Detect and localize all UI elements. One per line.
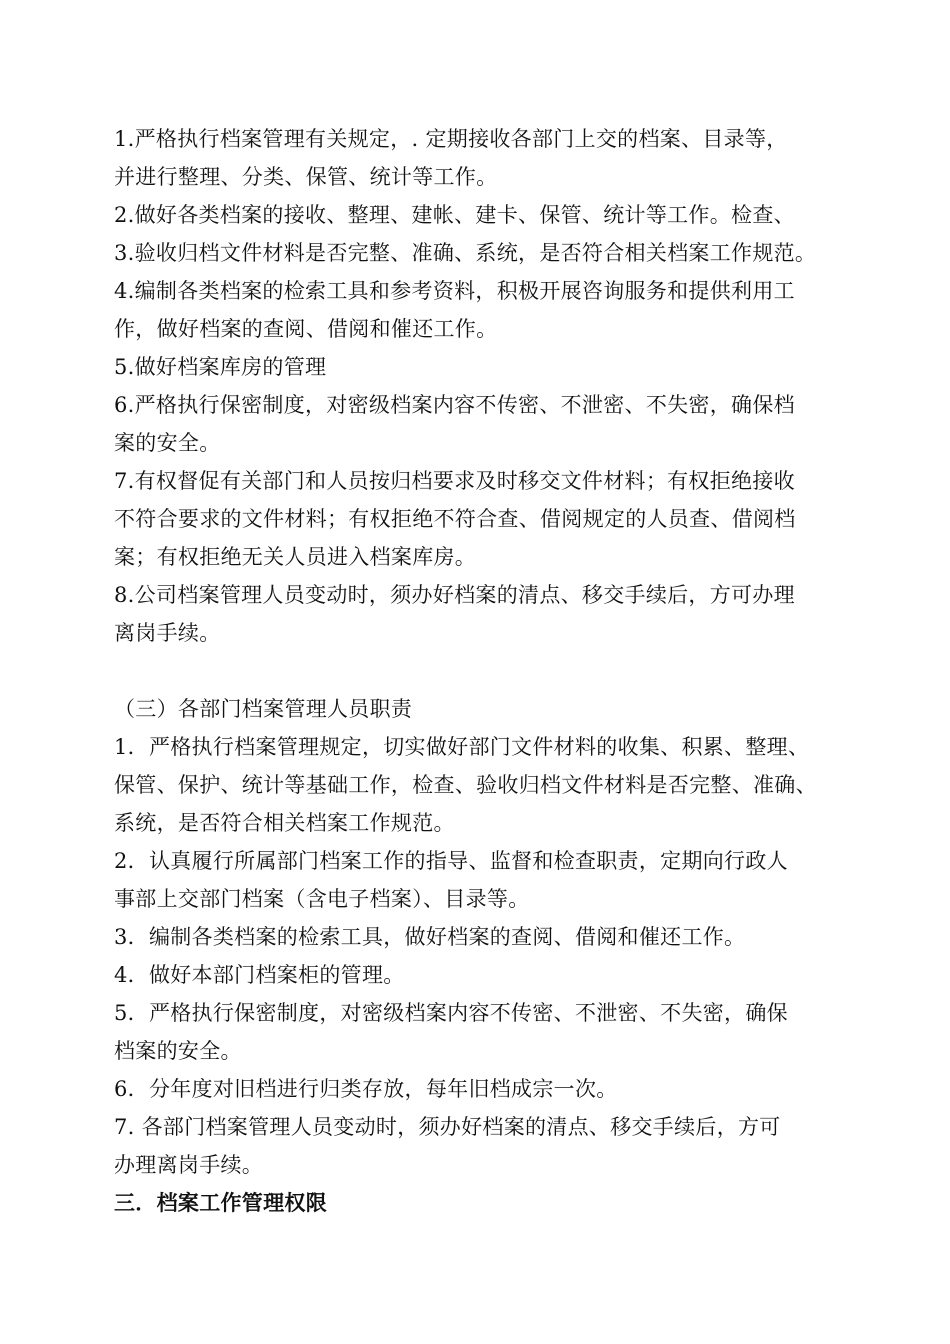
subsection-heading: （三）各部门档案管理人员职责	[114, 697, 413, 721]
paragraph-line: 档案的安全。	[114, 1039, 242, 1063]
paragraph-line: 并进行整理、分类、保管、统计等工作。	[114, 165, 498, 189]
paragraph-line: 不符合要求的文件材料；有权拒绝不符合查、借阅规定的人员查、借阅档	[114, 507, 796, 531]
paragraph-line: 4．做好本部门档案柜的管理。	[114, 963, 405, 987]
paragraph-line: 6.严格执行保密制度，对密级档案内容不传密、不泄密、不失密，确保档	[114, 393, 795, 417]
paragraph-line: 1.严格执行档案管理有关规定，. 定期接收各部门上交的档案、目录等，	[114, 127, 788, 151]
paragraph-line: 事部上交部门档案（含电子档案）、目录等。	[114, 887, 530, 911]
paragraph-line: 案的安全。	[114, 431, 221, 455]
document-page	[114, 120, 854, 1222]
paragraph-line: 7.有权督促有关部门和人员按归档要求及时移交文件材料；有权拒绝接收	[114, 469, 795, 493]
paragraph-line: 离岗手续。	[114, 621, 221, 645]
paragraph-line: 2．认真履行所属部门档案工作的指导、监督和检查职责，定期向行政人	[114, 849, 788, 873]
paragraph-line: 6．分年度对旧档进行归类存放，每年旧档成宗一次。	[114, 1077, 618, 1101]
paragraph-line: 作，做好档案的查阅、借阅和催还工作。	[114, 317, 498, 341]
paragraph-line: 8.公司档案管理人员变动时，须办好档案的清点、移交手续后，方可办理	[114, 583, 795, 607]
paragraph-line: 3．编制各类档案的检索工具，做好档案的查阅、借阅和催还工作。	[114, 925, 746, 949]
paragraph-line: 2.做好各类档案的接收、整理、建帐、建卡、保管、统计等工作。检查、	[114, 203, 795, 227]
paragraph-line: 办理离岗手续。	[114, 1153, 264, 1177]
paragraph-line: 5.做好档案库房的管理	[114, 355, 327, 379]
paragraph-line: 案；有权拒绝无关人员进入档案库房。	[114, 545, 477, 569]
paragraph-line: 保管、保护、统计等基础工作，检查、验收归档文件材料是否完整、准确、	[114, 773, 817, 797]
paragraph-line: 1．严格执行档案管理规定，切实做好部门文件材料的收集、积累、整理、	[114, 735, 810, 759]
paragraph-line: 3.验收归档文件材料是否完整、准确、系统，是否符合相关档案工作规范。	[114, 241, 817, 265]
paragraph-line: 系统，是否符合相关档案工作规范。	[114, 811, 455, 835]
paragraph-line: 7. 各部门档案管理人员变动时，须办好档案的清点、移交手续后，方可	[114, 1115, 781, 1139]
paragraph-line: 5．严格执行保密制度，对密级档案内容不传密、不泄密、不失密，确保	[114, 1001, 788, 1025]
paragraph-line: 4.编制各类档案的检索工具和参考资料，积极开展咨询服务和提供利用工	[114, 279, 795, 303]
blank-line	[114, 652, 854, 690]
section-heading: 三．档案工作管理权限	[114, 1190, 327, 1215]
